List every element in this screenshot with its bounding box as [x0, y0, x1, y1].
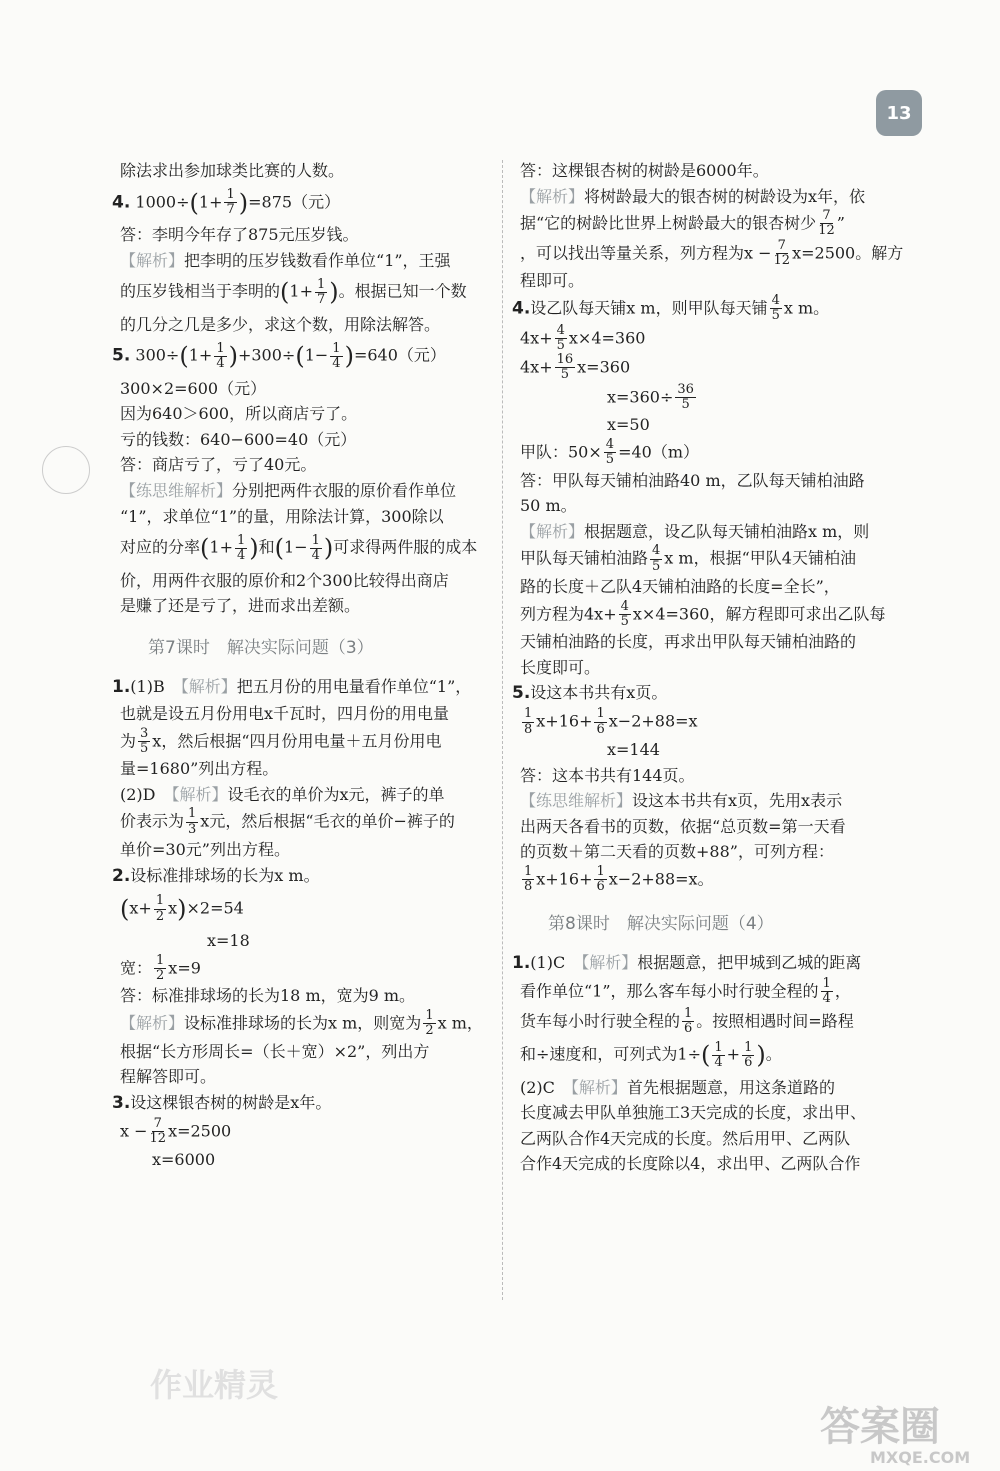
q4: 4.设乙队每天铺x m，则甲队每天铺 $\frac{4}{5}$ x m。 [512, 292, 830, 324]
fraction: $\frac{1}{7}$ [226, 187, 235, 218]
q4-equation: 4. 1000÷(1+ $\frac{1}{7}$ )=875（元） [112, 187, 341, 218]
question-number: 4. [112, 192, 131, 213]
analysis: “1”，求单位“1”的量，用除法计算，300除以 [120, 506, 444, 526]
text-line: 因为640＞600，所以商店亏了。 [120, 404, 358, 424]
q5-equation: 5. 300÷(1+ $\frac{1}{4}$ )+300÷(1− $\frac{1}{4}$ )=640（元） [112, 340, 446, 371]
q2: 2.设标准排球场的长为x m。 [112, 865, 320, 886]
equation: x − $\frac{7}{12}$ x=2500 [120, 1115, 232, 1147]
q3: 3.设这棵银杏树的树龄是x年。 [112, 1092, 332, 1113]
equation: 4x+ $\frac{4}{5}$ x×4=360 [520, 322, 646, 353]
q5: 5.设这本书共有x页。 [512, 683, 668, 704]
analysis: 【解析】设标准排球场的长为x m，则宽为 $\frac{1}{2}$ x m， [120, 1007, 483, 1039]
left-column: 除法求出参加球类比赛的人数。 4. 1000÷(1+ $\frac{1}{7}$ )=875（元） 答：李明今年存了875元压岁钱。 【解析】把李明的压岁钱数看作单位“1”，王强 的压岁钱相当于李明的(1+ $\frac{1}{7}$ )。根据已知一个数 的几分之几是多少，求这个数，用除法解答。 5. 300÷(1+ $\frac{1}{4}$ )+300÷(1− $\frac{1}{4}$ )=640（元） 300×2=600（元） 因为640＞600，所以商店亏了。 亏的钱数：640−600=40（元） 答：商店亏了，亏了40元。 【练思维解析】分别把两件衣服的原价看作单位 “1”，求单位“1”的量，用除法计算，300除以 对应的分率(1+ $\frac{1}{4}$ )和(1− $\frac{1}{4}$ )可求得两件服的成本 价，用两件衣服的原价和2个300比较得出商店 是赚了还是亏了，进而求出差额。 第7课时 解决实际问题（3） 1.(1)B 【解析】把五月份的用电量看作单位“1”， 也就是设五月份用电x千瓦时，四月份的用电量 为 $\frac{3}{5}$ x，然后根据“四月份用电量＋五月份用电 量=1680”列出方程。 (2)D 【解析】设毛衣的单价为x元，裤子的单 价表示为 $\frac{1}{3}$ x元，然后根据“毛衣的单价−裤子的 单价=30元”列出方程。 2.设标准排球场的长为x m。 (x+ $\frac{1}{2}$ x)×2=54 x=18 宽： $\frac{1}{2}$ x=9 答：标准排球场的长为18 m，宽为9 m。 【解析】设标准排球场的长为x m，则宽为 $\frac{1}{2}$ x m， 根据“长方形周长=（长＋宽）×2”，列出方 程解答即可。 3.设这棵银杏树的树龄是x年。 x − $\frac{7}{12}$ x=2500 x=6000 [112, 158, 492, 1172]
text-line: 亏的钱数：640−600=40（元） [120, 429, 357, 449]
answer: 答：商店亏了，亏了40元。 [120, 455, 317, 475]
equation: $\frac{1}{8}$ x+16+ $\frac{1}{6}$ x−2+88=x [524, 706, 698, 737]
analysis: 是赚了还是亏了，进而求出差额。 [120, 596, 361, 616]
watermark-logo: 答案圈 [820, 1404, 940, 1450]
decorative-logo-text: 作业精灵 [150, 1366, 279, 1404]
analysis: 【解析】将树龄最大的银杏树的树龄设为x年，依 [520, 186, 866, 206]
equation: x=18 [207, 931, 250, 951]
answer: 答：这本书共有144页。 [520, 765, 695, 785]
answer: 答：这棵银杏树的树龄是6000年。 [520, 161, 769, 180]
stamp-mark [42, 446, 90, 494]
analysis: 价，用两件衣服的原价和2个300比较得出商店 [120, 570, 449, 590]
analysis: 【练思维解析】分别把两件衣服的原价看作单位 [120, 480, 457, 500]
equation: (x+ $\frac{1}{2}$ x)×2=54 [120, 893, 244, 924]
analysis: 的压岁钱相当于李明的(1+ $\frac{1}{7}$ )。根据已知一个数 [120, 276, 467, 307]
page-number: 13 [876, 90, 922, 136]
answer: 答：李明今年存了875元压岁钱。 [120, 224, 359, 244]
analysis: 【解析】把李明的压岁钱数看作单位“1”，王强 [120, 250, 451, 270]
equation: x=144 [607, 740, 660, 760]
analysis: 的几分之几是多少，求这个数，用除法解答。 [120, 314, 441, 334]
equation: x=360÷ $\frac{36}{5}$ [607, 381, 694, 413]
right-column: 答：这棵银杏树的树龄是6000年。 【解析】将树龄最大的银杏树的树龄设为x年，依 据“它的树龄比世界上树龄最大的银杏树少 $\frac{7}{12}$ ” ，可以找出等量关系，列方程为x − $\frac{7}{12}$ x=2500。解方 程即可。 4.设乙队每天铺x m，则甲队每天铺 $\frac{4}{5}$ x m。 4x+ $\frac{4}{5}$ x×4=360 4x+ $\frac{16}{5}$ x=360 x=360÷ $\frac{36}{5}$ x=50 甲队：50× $\frac{4}{5}$ =40（m） 答：甲队每天铺柏油路40 m，乙队每天铺柏油路 50 m。 【解析】根据题意，设乙队每天铺柏油路x m，则 甲队每天铺柏油路 $\frac{4}{5}$ x m，根据“甲队4天铺柏油 路的长度＋乙队4天铺柏油路的长度=全长”， 列方程为4x+ $\frac{4}{5}$ x×4=360，解方程即可求出乙队每 天铺柏油路的长度，再求出甲队每天铺柏油路的 长度即可。 5.设这本书共有x页。 $\frac{1}{8}$ x+16+ $\frac{1}{6}$ x−2+88=x x=144 答：这本书共有144页。 【练思维解析】设这本书共有x页，先用x表示 出两天各看书的页数，依据“总页数=第一天看 的页数＋第二天看的页数+88”，可列方程： $\frac{1}{8}$ x+16+ $\frac{1}{6}$ x−2+88=x。 第8课时 解决实际问题（4） 1.(1)C 【解析】根据题意，把甲城到乙城的距离 看作单位“1”，那么客车每小时行驶全程的 $\frac{1}{4}$ ， 货车每小时行驶全程的 $\frac{1}{6}$ 。按照相遇时间=路程 和÷速度和，可列式为1÷( $\frac{1}{4}$ + $\frac{1}{6}$ )。 (2)C 【解析】首先根据题意，用这条道路的 长度减去甲队单独施工3天完成的长度，求出甲、 乙两队合作4天完成的长度。然后用甲、乙两队 合作4天完成的长度除以4，求出甲、乙两队合作 [512, 158, 906, 1177]
answer: 答：甲队每天铺柏油路40 m，乙队每天铺柏油路 [520, 470, 865, 490]
q1-part-b: (2)C 【解析】首先根据题意，用这条道路的 [520, 1077, 835, 1097]
q1-part-a: 1.(1)B 【解析】把五月份的用电量看作单位“1”， [112, 676, 472, 697]
analysis: 【解析】根据题意，设乙队每天铺柏油路x m，则 [520, 521, 870, 541]
lesson-heading: 第7课时 解决实际问题（3） [148, 637, 374, 658]
equation: x=50 [607, 415, 650, 435]
equation: 4x+ $\frac{16}{5}$ x=360 [520, 352, 631, 383]
q1-part-a: 1.(1)C 【解析】根据题意，把甲城到乙城的距离 [512, 952, 862, 973]
analysis: 【练思维解析】设这本书共有x页，先用x表示 [520, 791, 843, 811]
answer: 答：标准排球场的长为18 m，宽为9 m。 [120, 986, 416, 1006]
column-divider [502, 160, 503, 1300]
equation: 300×2=600（元） [120, 378, 267, 398]
lesson-heading: 第8课时 解决实际问题（4） [548, 913, 774, 934]
q1-part-b: (2)D 【解析】设毛衣的单价为x元，裤子的单 [120, 784, 445, 804]
text-line: 除法求出参加球类比赛的人数。 [120, 161, 345, 180]
watermark-url: MXQE.COM [870, 1448, 971, 1467]
equation: x=6000 [152, 1149, 216, 1169]
analysis: 对应的分率(1+ $\frac{1}{4}$ )和(1− $\frac{1}{4}$ )可求得两件服的成本 [120, 532, 478, 563]
